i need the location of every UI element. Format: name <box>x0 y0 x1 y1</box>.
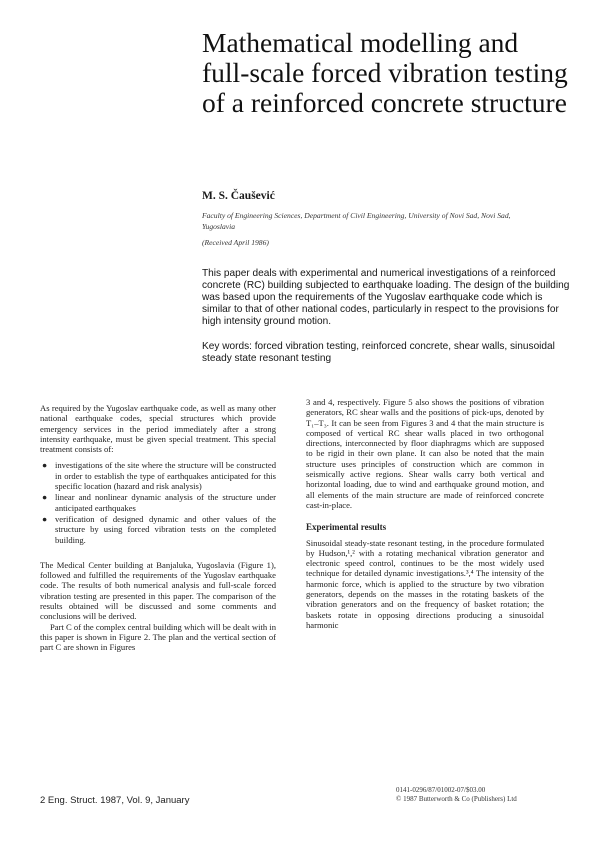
list-item: ● linear and nonlinear dynamic analysis of the structure under anticipated earthquakes <box>42 492 276 513</box>
body-column-left <box>40 403 276 653</box>
intro-paragraph: As required by the Yugoslav earthquake code, as well as many other national earthquake codes, special structures which provide emergency services in the period immediately after a strong intensity earthquake, must be given special treatment. This special treatment consists of: <box>40 403 276 455</box>
body-paragraph: Sinusoidal steady-state resonant testing, in the procedure formulated by Hudson,¹,² with a rotating mechanical vibration generator and electronic speed control, continues to be the most widely used technique for detailed dynamic investigations.³,⁴ The intensity of the harmonic force, which is applied to the structure by two vibration generators, depends on the masses in the rotating baskets of the vibration generators and on the frequency of basket rotation; the baskets rotate in opposing directions producing a sinusoidal harmonic <box>306 537 544 630</box>
author-name: M. S. Čaušević <box>202 190 275 202</box>
received-date: (Received April 1986) <box>202 238 269 247</box>
journal-citation: 2 Eng. Struct. 1987, Vol. 9, January <box>40 795 190 806</box>
list-item: ● investigations of the site where the structure will be constructed in order to establish the type of earthquakes anticipated for this specific location (hazard and risk analysis) <box>42 460 276 492</box>
bullet-icon: ● <box>42 492 48 503</box>
article-title: Mathematical modelling and full-scale forced vibration testing of a reinforced concrete structure <box>202 27 568 118</box>
publication-info <box>396 786 517 804</box>
bullet-icon: ● <box>42 513 48 524</box>
body-paragraph: Part C of the complex central building which will be dealt with in this paper is shown in Figure 2. The plan and the vertical section of part C are shown in Figures <box>40 621 276 653</box>
author-affiliation: Faculty of Engineering Sciences, Department of Civil Engineering, University of Novi Sad, Novi Sad, Yugoslavia <box>202 211 511 231</box>
body-column-right <box>306 397 544 630</box>
requirements-list <box>40 460 276 544</box>
body-paragraph: 3 and 4, respectively. Figure 5 also shows the positions of vibration generators, RC shear walls and the positions of pick-ups, denoted by T₁–T₃. It can be seen from Figures 3 and 4 that the main structure is composed of vertical RC shear walls placed in two orthogonal directions, interconnected by floor diaphragms which are supposed to be rigid in their own plane. It can also be noted that the main structure uses principles of construction which are common in seismically active regions. Shear walls carry both vertical and horizontal loading, due to wind and earthquake ground motion, and all elements of the main structure are made of reinforced concrete cast-in-place. <box>306 397 544 510</box>
issn-code: 0141-0296/87/01002-07/$03.00 <box>396 786 486 794</box>
copyright-notice: © 1987 Butterworth & Co (Publishers) Ltd <box>396 795 517 803</box>
body-paragraph: The Medical Center building at Banjaluka, Yugoslavia (Figure 1), followed and fulfilled the requirements of the Yugoslav earthquake code. The results of both numerical analysis and full-scale forced vibration testing are presented in this paper. The comparison of the results obtained will be discussed and some comments and conclusions will be derived. <box>40 559 276 622</box>
section-heading: Experimental results <box>306 522 387 533</box>
bullet-icon: ● <box>42 460 48 471</box>
list-item: ● verification of designed dynamic and other values of the structure by using forced vibration tests on the completed building. <box>42 513 276 545</box>
keywords: Key words: forced vibration testing, reinforced concrete, shear walls, sinusoidal steady state resonant testing <box>202 341 555 365</box>
abstract: This paper deals with experimental and numerical investigations of a reinforced concrete (RC) building subjected to earthquake loading. The design of the building was based upon the requirements of the Yugoslav earthquake code which is similar to that of other national codes, particularly in respect to the provisions for high intensity ground motion. <box>202 268 570 328</box>
